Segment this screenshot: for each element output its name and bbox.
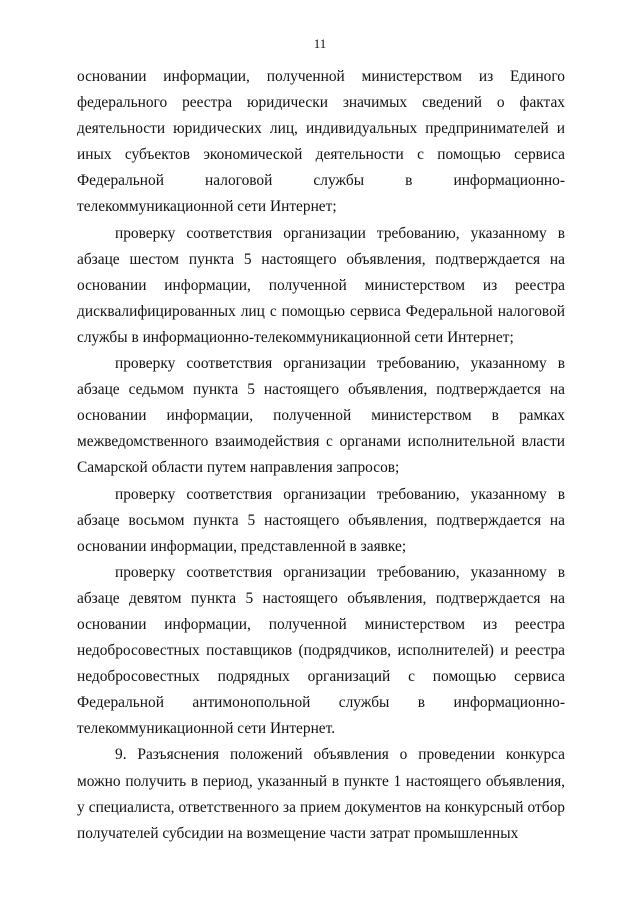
paragraph-check-item-9: проверку соответствия организации требованию, указанному в абзаце девятом пункта 5 настоящего объявления, подтверждается на основании информации, полученной министерством из реестра недобросовестных поставщиков (подрядчиков, исполнителей) и реестра недобросовестных подрядных организаций с помощью сервиса Федеральной антимонопольной службы в информационно-телекоммуникационной сети Интернет. (77, 563, 565, 738)
paragraph-check-item-8: проверку соответствия организации требованию, указанному в абзаце восьмом пункта 5 настоящего объявления, подтверждается на основании информации, представленной в заявке; (77, 485, 565, 555)
document-body (77, 64, 565, 847)
paragraph-check-item-6: проверку соответствия организации требованию, указанному в абзаце шестом пункта 5 настоящего объявления, подтверждается на основании информации, полученной министерством из реестра дисквалифицированных лиц с помощью сервиса Федеральной налоговой службы в информационно-телекоммуникационной сети Интернет; (77, 224, 565, 346)
paragraph-check-item-7: проверку соответствия организации требованию, указанному в абзаце седьмом пункта 5 настоящего объявления, подтверждается на основании информации, полученной министерством в рамках межведомственного взаимодействия с органами исполнительной власти Самарской области путем направления запросов; (77, 355, 565, 477)
paragraph-clarifications: 9. Разъяснения положений объявления о проведении конкурса можно получить в период, указанный в пункте 1 настоящего объявления, у специалиста, ответственного за прием документов на конкурсный отбор получателей субсидии на возмещение части затрат промышленных (77, 746, 565, 842)
paragraph-continuation: основании информации, полученной министерством из Единого федерального реестра юридически значимых сведений о фактах деятельности юридических лиц, индивидуальных предпринимателей и иных субъектов экономической деятельности с помощью сервиса Федеральной налоговой службы в информационно-телекоммуникационной сети Интернет; (77, 68, 565, 216)
page-number: 11 (313, 36, 327, 51)
